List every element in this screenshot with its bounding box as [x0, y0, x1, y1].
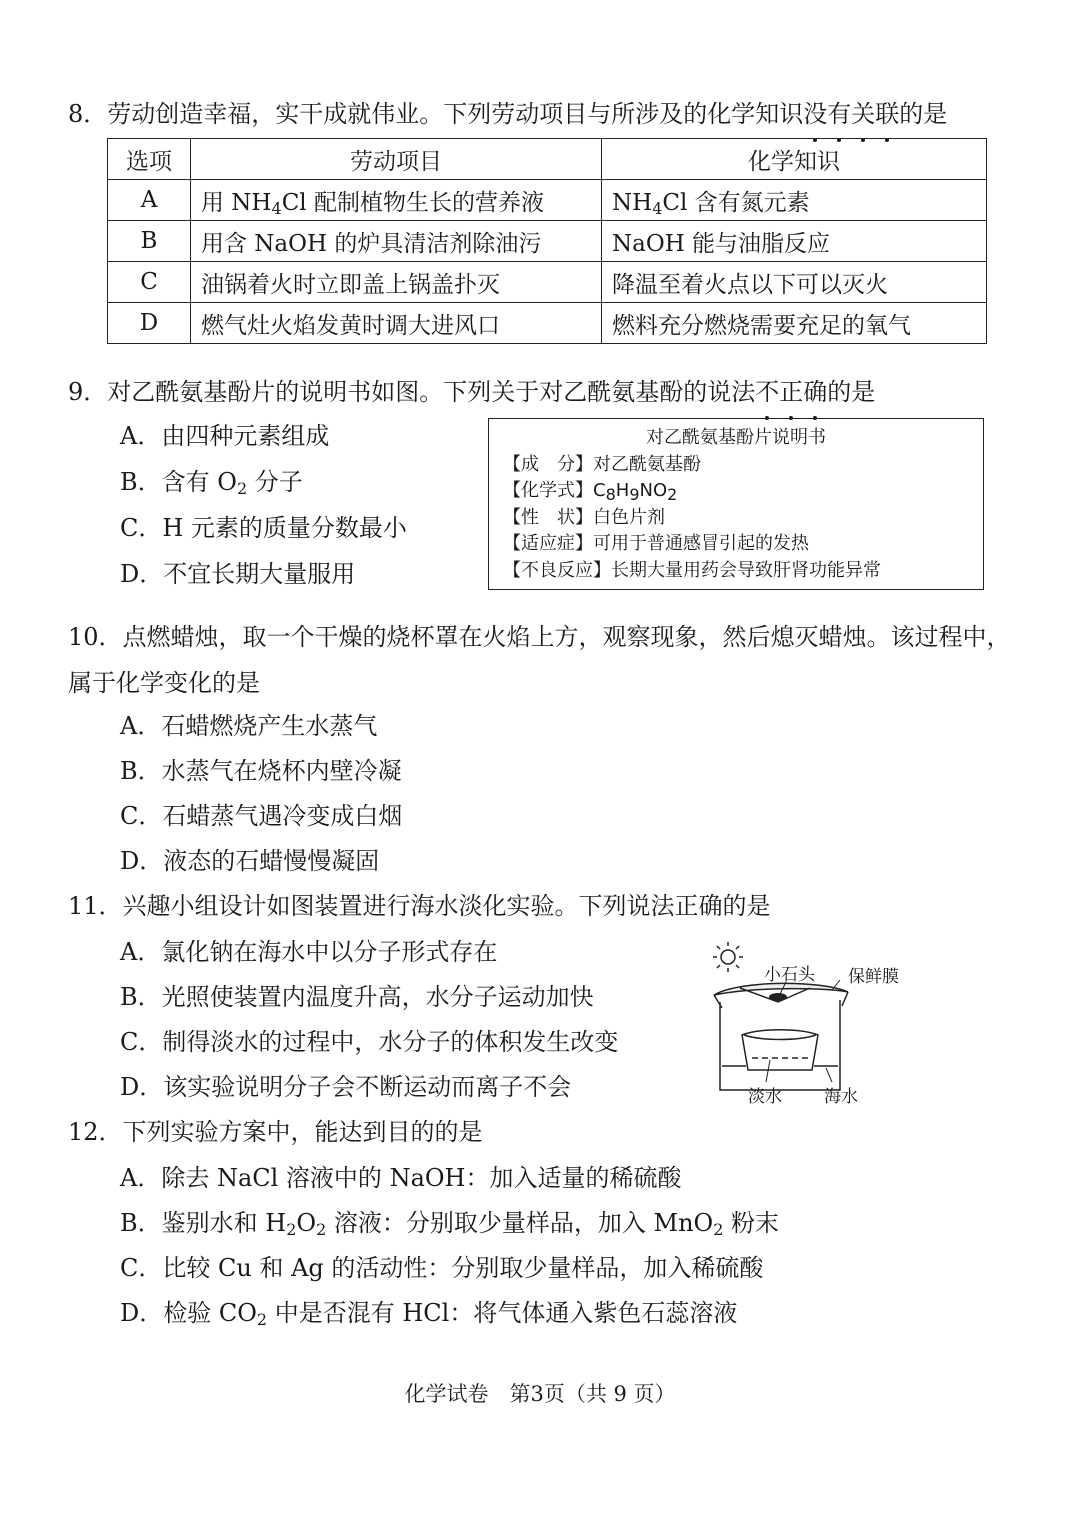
header-option: 选项 [108, 139, 191, 180]
q9-option-c: C．H 元素的质量分数最小 [120, 514, 407, 542]
manual-line: 【不良反应】长期大量用药会导致肝肾功能异常 [503, 559, 881, 581]
label-film: 保鲜膜 [848, 967, 899, 987]
row-option: B [108, 221, 191, 262]
row-option: D [108, 303, 191, 344]
label-fresh-water: 淡水 [748, 1087, 782, 1107]
manual-line: 【适应症】可用于普通感冒引起的发热 [503, 533, 809, 554]
q11-stem: 11．兴趣小组设计如图装置进行海水淡化实验。下列说法正确的是 [68, 892, 771, 920]
q12-option-b: B．鉴别水和 $H_2O_2$ 溶液：分别取少量样品，加入 MnO$_2$ 粉末 [120, 1209, 780, 1239]
q10-option-d: D．液态的石蜡慢慢凝固 [120, 847, 380, 875]
q11-option-b: B．光照使装置内温度升高，水分子运动加快 [120, 983, 594, 1011]
table-header-row [108, 139, 987, 180]
q10-option-b: B．水蒸气在烧杯内壁冷凝 [120, 757, 402, 785]
label-sea-water: 海水 [824, 1087, 858, 1107]
q9-stem: 9．对乙酰氨基酚片的说明书如图。下列关于对乙酰氨基酚的说法不正确的是 [68, 370, 1028, 414]
table-row [108, 303, 987, 344]
header-task: 劳动项目 [191, 139, 602, 180]
q12-option-c: C．比较 Cu 和 Ag 的活动性：分别取少量样品，加入稀硫酸 [120, 1254, 764, 1282]
manual-title: 对乙酰氨基酚片说明书 [646, 427, 826, 448]
row-task: 用含 NaOH 的炉具清洁剂除油污 [191, 221, 602, 262]
page-footer: 化学试卷 第3页（共 9 页） [404, 1382, 676, 1406]
header-knowledge: 化学知识 [602, 139, 987, 180]
q12-option-d: D．检验 $CO_2$ 中是否混有 HCl：将气体通入紫色石蕊溶液 [120, 1299, 738, 1329]
q11-option-c: C．制得淡水的过程中，水分子的体积发生改变 [120, 1028, 619, 1056]
q10-option-c: C．石蜡蒸气遇冷变成白烟 [120, 802, 403, 830]
container [720, 1000, 840, 1090]
emphasis-dots: 没有关联 [803, 100, 899, 128]
manual-line: 【成 分】对乙酰氨基酚 [503, 453, 701, 475]
label-small-stone: 小石头 [764, 965, 815, 985]
table-row [108, 221, 987, 262]
q12-stem: 12．下列实验方案中，能达到目的的是 [68, 1118, 483, 1146]
row-task: 用 $NH_4Cl$ 配制植物生长的营养液 [191, 180, 602, 221]
emphasis-dots: 不正确 [755, 378, 827, 406]
desalination-apparatus-figure [700, 940, 920, 1110]
row-knowledge: $NH_4Cl$ 含有氮元素 [602, 180, 987, 221]
medicine-manual-box [488, 418, 984, 590]
row-knowledge: 燃料充分燃烧需要充足的氧气 [602, 303, 987, 344]
q11-option-d: D．该实验说明分子会不断运动而离子不会 [120, 1073, 572, 1101]
q9-option-a: A．由四种元素组成 [120, 422, 330, 450]
sun-icon [713, 942, 743, 972]
row-knowledge: 降温至着火点以下可以灭火 [602, 262, 987, 303]
row-knowledge: NaOH 能与油脂反应 [602, 221, 987, 262]
q9-option-b: B．含有 $O_2$ 分子 [120, 468, 303, 498]
q12-option-a: A．除去 NaCl 溶液中的 NaOH：加入适量的稀硫酸 [120, 1164, 682, 1192]
row-option: A [108, 180, 191, 221]
manual-line: 【性 状】白色片剂 [503, 506, 665, 528]
table-row [108, 262, 987, 303]
q10-stem: 10．点燃蜡烛，取一个干燥的烧杯罩在火焰上方，观察现象，然后熄灭蜡烛。该过程中，属于化学变化的是 [68, 623, 1011, 697]
row-task: 燃气灶火焰发黄时调大进风口 [191, 303, 602, 344]
labor-table [107, 138, 987, 344]
q9-option-d: D．不宜长期大量服用 [120, 560, 356, 588]
row-option: C [108, 262, 191, 303]
q10-option-a: A．石蜡燃烧产生水蒸气 [120, 712, 378, 740]
table-row [108, 180, 987, 221]
manual-formula-line: 【化学式】$C_8H_9NO_2$ [503, 480, 678, 504]
small-stone-icon [769, 993, 787, 1001]
q11-option-a: A．氯化钠在海水中以分子形式存在 [120, 938, 498, 966]
row-task: 油锅着火时立即盖上锅盖扑灭 [191, 262, 602, 303]
q8-stem: 8．劳动创造幸福，实干成就伟业。下列劳动项目与所涉及的化学知识没有关联的是 [68, 92, 1028, 136]
